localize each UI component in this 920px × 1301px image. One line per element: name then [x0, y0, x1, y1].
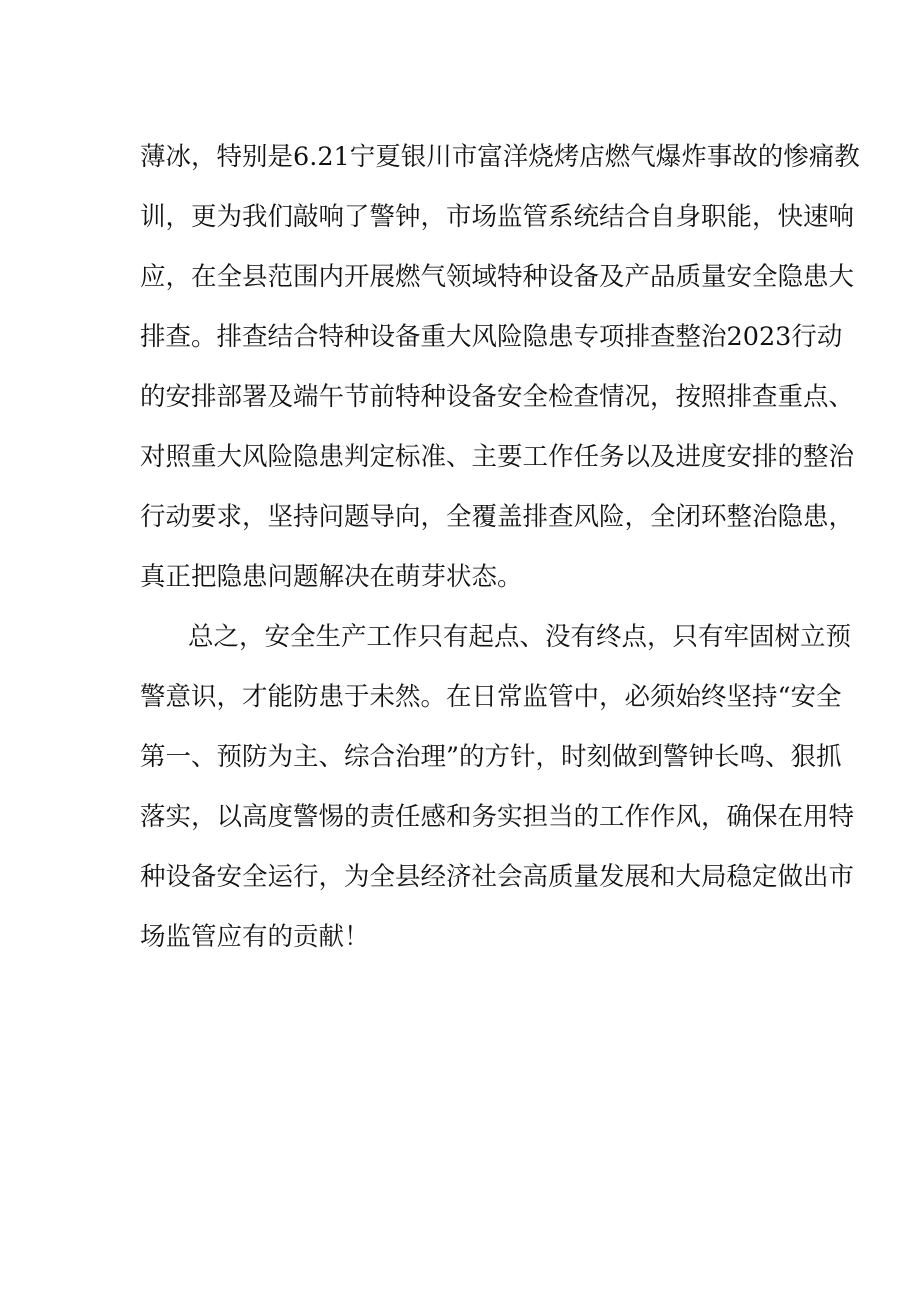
paragraph-line: 真正把隐患问题解决在萌芽状态。: [140, 562, 523, 592]
paragraph-line: 行动要求，坚持问题导向，全覆盖排查风险，全闭环整治隐患，: [140, 502, 855, 532]
paragraph-line: 第一、预防为主、综合治理”的方针，时刻做到警钟长鸣、狠抓: [140, 742, 842, 772]
paragraph-line: 应，在全县范围内开展燃气领域特种设备及产品质量安全隐患大: [140, 262, 855, 292]
paragraph-line: 排查。排查结合特种设备重大风险隐患专项排查整治2023行动: [140, 322, 843, 352]
paragraph-line: 训，更为我们敲响了警钟，市场监管系统结合自身职能，快速响: [140, 202, 855, 232]
paragraph-line: 的安排部署及端午节前特种设备安全检查情况，按照排查重点、: [140, 382, 855, 412]
paragraph-line: 种设备安全运行，为全县经济社会高质量发展和大局稳定做出市: [140, 862, 855, 892]
paragraph-line: 场监管应有的贡献！: [140, 922, 370, 952]
paragraph-line: 对照重大风险隐患判定标准、主要工作任务以及进度安排的整治: [140, 442, 855, 472]
paragraph-line: 落实，以高度警惕的责任感和务实担当的工作作风，确保在用特: [140, 802, 855, 832]
paragraph-line: 警意识，才能防患于未然。在日常监管中，必须始终坚持“安全: [140, 682, 842, 712]
paragraph-line: 总之，安全生产工作只有起点、没有终点，只有牢固树立预: [188, 622, 852, 652]
paragraph-line: 薄冰，特别是6.21宁夏银川市富洋烧烤店燃气爆炸事故的惨痛教: [140, 142, 860, 172]
